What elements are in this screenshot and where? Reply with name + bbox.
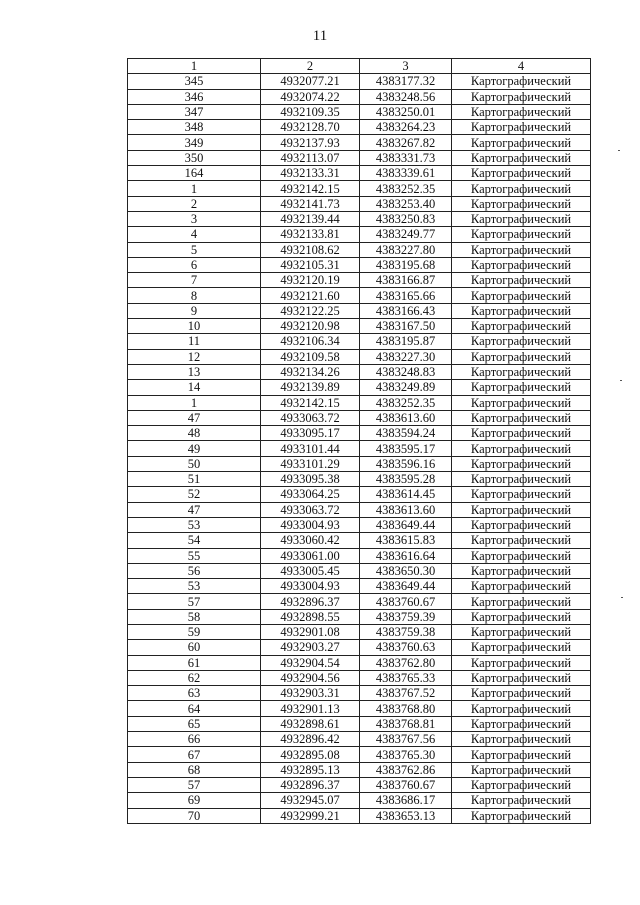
table-row [128,579,591,594]
method-cell: Картографический [452,395,591,410]
x-coordinate-cell: 4932904.56 [261,670,360,685]
method-cell: Картографический [452,181,591,196]
table-row [128,364,591,379]
y-coordinate-cell: 4383615.83 [360,533,452,548]
point-number-cell: 10 [128,319,261,334]
y-coordinate-cell: 4383166.87 [360,273,452,288]
x-coordinate-cell: 4932896.42 [261,732,360,747]
y-coordinate-cell: 4383248.56 [360,89,452,104]
point-number-cell: 69 [128,793,261,808]
table-row [128,349,591,364]
x-coordinate-cell: 4932109.35 [261,104,360,119]
table-row [128,166,591,181]
point-number-cell: 57 [128,594,261,609]
point-number-cell: 347 [128,104,261,119]
x-coordinate-cell: 4932895.08 [261,747,360,762]
table-row [128,395,591,410]
y-coordinate-cell: 4383264.23 [360,120,452,135]
y-coordinate-cell: 4383227.80 [360,242,452,257]
method-cell: Картографический [452,609,591,624]
x-coordinate-cell: 4932074.22 [261,89,360,104]
table-row [128,334,591,349]
x-coordinate-cell: 4932139.89 [261,380,360,395]
point-number-cell: 13 [128,364,261,379]
y-coordinate-cell: 4383195.87 [360,334,452,349]
point-number-cell: 1 [128,395,261,410]
method-cell: Картографический [452,686,591,701]
y-coordinate-cell: 4383760.67 [360,777,452,792]
x-coordinate-cell: 4932137.93 [261,135,360,150]
method-cell: Картографический [452,456,591,471]
y-coordinate-cell: 4383765.33 [360,670,452,685]
y-coordinate-cell: 4383768.80 [360,701,452,716]
y-coordinate-cell: 4383649.44 [360,579,452,594]
point-number-cell: 60 [128,640,261,655]
method-cell: Картографический [452,135,591,150]
x-coordinate-cell: 4932141.73 [261,196,360,211]
method-cell: Картографический [452,380,591,395]
y-coordinate-cell: 4383331.73 [360,150,452,165]
y-coordinate-cell: 4383253.40 [360,196,452,211]
y-coordinate-cell: 4383765.30 [360,747,452,762]
method-cell: Картографический [452,166,591,181]
point-number-cell: 58 [128,609,261,624]
y-coordinate-cell: 4383595.17 [360,441,452,456]
point-number-cell: 68 [128,762,261,777]
x-coordinate-cell: 4932133.81 [261,227,360,242]
table-row [128,120,591,135]
method-cell: Картографический [452,319,591,334]
y-coordinate-cell: 4383165.66 [360,288,452,303]
y-coordinate-cell: 4383267.82 [360,135,452,150]
y-coordinate-cell: 4383760.67 [360,594,452,609]
point-number-cell: 54 [128,533,261,548]
y-coordinate-cell: 4383252.35 [360,181,452,196]
y-coordinate-cell: 4383167.50 [360,319,452,334]
x-coordinate-cell: 4933004.93 [261,579,360,594]
table-row [128,609,591,624]
x-coordinate-cell: 4932128.70 [261,120,360,135]
method-cell: Картографический [452,487,591,502]
method-cell: Картографический [452,89,591,104]
method-cell: Картографический [452,808,591,823]
table-row [128,762,591,777]
table-row [128,624,591,639]
method-cell: Картографический [452,334,591,349]
table-row [128,517,591,532]
y-coordinate-cell: 4383613.60 [360,410,452,425]
method-cell: Картографический [452,502,591,517]
point-number-cell: 8 [128,288,261,303]
table-row [128,701,591,716]
page-number: 11 [312,28,328,44]
y-coordinate-cell: 4383248.83 [360,364,452,379]
point-number-cell: 3 [128,211,261,226]
method-cell: Картографический [452,747,591,762]
header-cell-3: 3 [360,59,452,74]
table-row [128,227,591,242]
x-coordinate-cell: 4933063.72 [261,502,360,517]
table-row [128,747,591,762]
x-coordinate-cell: 4932122.25 [261,303,360,318]
table-row [128,181,591,196]
point-number-cell: 70 [128,808,261,823]
method-cell: Картографический [452,242,591,257]
coordinates-table [127,58,591,824]
method-cell: Картографический [452,74,591,89]
x-coordinate-cell: 4932133.31 [261,166,360,181]
method-cell: Картографический [452,670,591,685]
table-body [128,74,591,824]
point-number-cell: 47 [128,502,261,517]
x-coordinate-cell: 4932109.58 [261,349,360,364]
x-coordinate-cell: 4933063.72 [261,410,360,425]
table-row [128,670,591,685]
table-row [128,441,591,456]
method-cell: Картографический [452,426,591,441]
table-row [128,487,591,502]
table-row [128,808,591,823]
method-cell: Картографический [452,762,591,777]
table-row [128,242,591,257]
x-coordinate-cell: 4933004.93 [261,517,360,532]
method-cell: Картографический [452,777,591,792]
y-coordinate-cell: 4383653.13 [360,808,452,823]
table-row [128,502,591,517]
point-number-cell: 164 [128,166,261,181]
x-coordinate-cell: 4932904.54 [261,655,360,670]
y-coordinate-cell: 4383339.61 [360,166,452,181]
table-row [128,655,591,670]
method-cell: Картографический [452,563,591,578]
method-cell: Картографический [452,441,591,456]
table-row [128,104,591,119]
method-cell: Картографический [452,410,591,425]
point-number-cell: 59 [128,624,261,639]
point-number-cell: 65 [128,716,261,731]
x-coordinate-cell: 4932901.13 [261,701,360,716]
point-number-cell: 11 [128,334,261,349]
x-coordinate-cell: 4932999.21 [261,808,360,823]
method-cell: Картографический [452,196,591,211]
point-number-cell: 50 [128,456,261,471]
x-coordinate-cell: 4932898.55 [261,609,360,624]
method-cell: Картографический [452,548,591,563]
header-row [128,59,591,74]
method-cell: Картографический [452,517,591,532]
x-coordinate-cell: 4932895.13 [261,762,360,777]
method-cell: Картографический [452,120,591,135]
table-row [128,686,591,701]
x-coordinate-cell: 4932945.07 [261,793,360,808]
y-coordinate-cell: 4383759.38 [360,624,452,639]
method-cell: Картографический [452,655,591,670]
table-row [128,793,591,808]
y-coordinate-cell: 4383595.28 [360,472,452,487]
point-number-cell: 349 [128,135,261,150]
table-row [128,211,591,226]
scan-speck [620,380,622,381]
method-cell: Картографический [452,793,591,808]
x-coordinate-cell: 4932134.26 [261,364,360,379]
x-coordinate-cell: 4932901.08 [261,624,360,639]
scan-speck [621,597,623,598]
point-number-cell: 53 [128,517,261,532]
x-coordinate-cell: 4932077.21 [261,74,360,89]
x-coordinate-cell: 4933101.29 [261,456,360,471]
x-coordinate-cell: 4933005.45 [261,563,360,578]
y-coordinate-cell: 4383249.77 [360,227,452,242]
y-coordinate-cell: 4383250.01 [360,104,452,119]
table-row [128,150,591,165]
method-cell: Картографический [452,579,591,594]
table-row [128,410,591,425]
table-row [128,777,591,792]
method-cell: Картографический [452,211,591,226]
table-row [128,288,591,303]
x-coordinate-cell: 4933101.44 [261,441,360,456]
method-cell: Картографический [452,349,591,364]
y-coordinate-cell: 4383768.81 [360,716,452,731]
y-coordinate-cell: 4383613.60 [360,502,452,517]
table-row [128,472,591,487]
y-coordinate-cell: 4383252.35 [360,395,452,410]
header-cell-2: 2 [261,59,360,74]
y-coordinate-cell: 4383650.30 [360,563,452,578]
y-coordinate-cell: 4383227.30 [360,349,452,364]
x-coordinate-cell: 4932896.37 [261,777,360,792]
method-cell: Картографический [452,640,591,655]
table-row [128,426,591,441]
method-cell: Картографический [452,624,591,639]
y-coordinate-cell: 4383594.24 [360,426,452,441]
x-coordinate-cell: 4933095.17 [261,426,360,441]
y-coordinate-cell: 4383762.86 [360,762,452,777]
header-cell-1: 1 [128,59,261,74]
table-row [128,89,591,104]
table-row [128,135,591,150]
x-coordinate-cell: 4933061.00 [261,548,360,563]
point-number-cell: 47 [128,410,261,425]
table-row [128,640,591,655]
y-coordinate-cell: 4383767.52 [360,686,452,701]
table-row [128,594,591,609]
x-coordinate-cell: 4932896.37 [261,594,360,609]
point-number-cell: 346 [128,89,261,104]
method-cell: Картографический [452,288,591,303]
x-coordinate-cell: 4932106.34 [261,334,360,349]
y-coordinate-cell: 4383177.32 [360,74,452,89]
y-coordinate-cell: 4383616.64 [360,548,452,563]
method-cell: Картографический [452,273,591,288]
table-row [128,533,591,548]
method-cell: Картографический [452,104,591,119]
table-row [128,456,591,471]
point-number-cell: 7 [128,273,261,288]
x-coordinate-cell: 4932113.07 [261,150,360,165]
table-header [128,59,591,74]
x-coordinate-cell: 4932120.98 [261,319,360,334]
method-cell: Картографический [452,150,591,165]
method-cell: Картографический [452,472,591,487]
point-number-cell: 52 [128,487,261,502]
point-number-cell: 14 [128,380,261,395]
point-number-cell: 6 [128,257,261,272]
table-row [128,563,591,578]
y-coordinate-cell: 4383249.89 [360,380,452,395]
table-row [128,257,591,272]
x-coordinate-cell: 4933095.38 [261,472,360,487]
method-cell: Картографический [452,364,591,379]
x-coordinate-cell: 4932120.19 [261,273,360,288]
x-coordinate-cell: 4933060.42 [261,533,360,548]
point-number-cell: 62 [128,670,261,685]
table-row [128,303,591,318]
x-coordinate-cell: 4932903.27 [261,640,360,655]
point-number-cell: 4 [128,227,261,242]
method-cell: Картографический [452,716,591,731]
table-row [128,74,591,89]
y-coordinate-cell: 4383649.44 [360,517,452,532]
y-coordinate-cell: 4383250.83 [360,211,452,226]
point-number-cell: 2 [128,196,261,211]
y-coordinate-cell: 4383767.56 [360,732,452,747]
point-number-cell: 12 [128,349,261,364]
header-cell-4: 4 [452,59,591,74]
x-coordinate-cell: 4932142.15 [261,395,360,410]
point-number-cell: 63 [128,686,261,701]
method-cell: Картографический [452,303,591,318]
method-cell: Картографический [452,594,591,609]
scan-speck [618,150,620,151]
point-number-cell: 350 [128,150,261,165]
point-number-cell: 56 [128,563,261,578]
method-cell: Картографический [452,257,591,272]
method-cell: Картографический [452,227,591,242]
point-number-cell: 53 [128,579,261,594]
x-coordinate-cell: 4932108.62 [261,242,360,257]
x-coordinate-cell: 4932903.31 [261,686,360,701]
y-coordinate-cell: 4383614.45 [360,487,452,502]
point-number-cell: 5 [128,242,261,257]
y-coordinate-cell: 4383762.80 [360,655,452,670]
point-number-cell: 66 [128,732,261,747]
point-number-cell: 48 [128,426,261,441]
y-coordinate-cell: 4383195.68 [360,257,452,272]
point-number-cell: 348 [128,120,261,135]
table-row [128,196,591,211]
x-coordinate-cell: 4932139.44 [261,211,360,226]
table-row [128,732,591,747]
x-coordinate-cell: 4932142.15 [261,181,360,196]
x-coordinate-cell: 4932105.31 [261,257,360,272]
point-number-cell: 49 [128,441,261,456]
point-number-cell: 57 [128,777,261,792]
point-number-cell: 51 [128,472,261,487]
table-row [128,273,591,288]
y-coordinate-cell: 4383596.16 [360,456,452,471]
point-number-cell: 61 [128,655,261,670]
point-number-cell: 345 [128,74,261,89]
point-number-cell: 9 [128,303,261,318]
y-coordinate-cell: 4383760.63 [360,640,452,655]
table-row [128,319,591,334]
point-number-cell: 55 [128,548,261,563]
method-cell: Картографический [452,701,591,716]
x-coordinate-cell: 4933064.25 [261,487,360,502]
point-number-cell: 64 [128,701,261,716]
method-cell: Картографический [452,533,591,548]
point-number-cell: 67 [128,747,261,762]
x-coordinate-cell: 4932121.60 [261,288,360,303]
y-coordinate-cell: 4383759.39 [360,609,452,624]
table-row [128,548,591,563]
x-coordinate-cell: 4932898.61 [261,716,360,731]
y-coordinate-cell: 4383166.43 [360,303,452,318]
table-row [128,380,591,395]
y-coordinate-cell: 4383686.17 [360,793,452,808]
point-number-cell: 1 [128,181,261,196]
method-cell: Картографический [452,732,591,747]
table-row [128,716,591,731]
